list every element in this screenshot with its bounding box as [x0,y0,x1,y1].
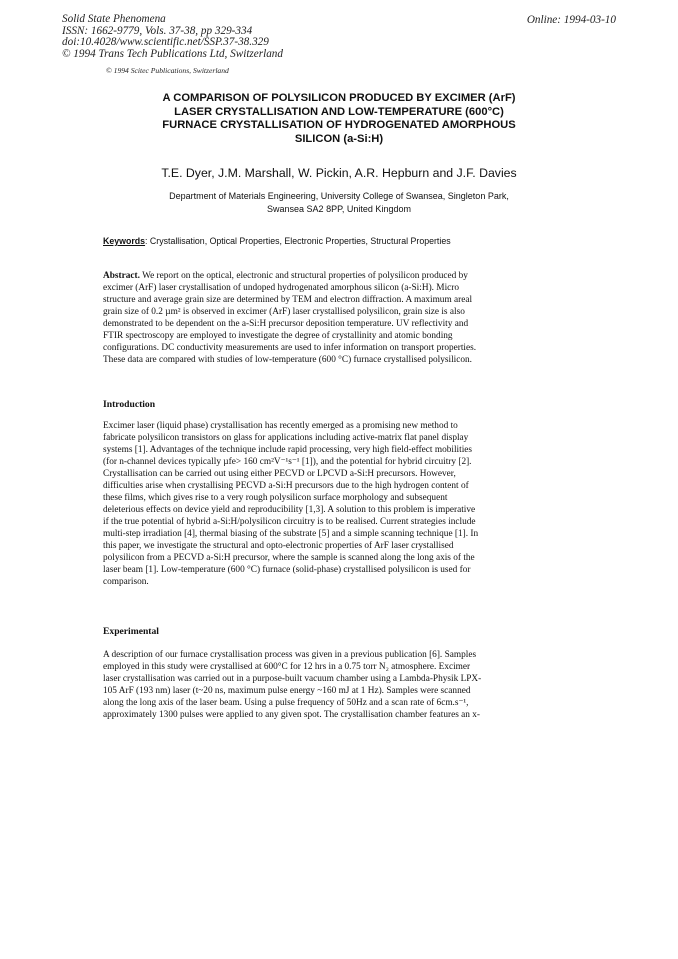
publisher-copyright: © 1994 Scitec Publications, Switzerland [106,66,229,75]
abstract-line: configurations. DC conductivity measurements are used to infer information on transport properties. [103,343,477,353]
abstract-line-text: We report on the optical, electronic and structural properties of polysilicon produced by [139,271,468,281]
journal-header [62,14,283,60]
paragraph-line: polysilicon from a PECVD a-Si:H precursor, where the sample is scanned along the long axis of the [103,553,475,563]
paragraph-line: A description of our furnace crystallisation process was given in a previous publication [6]. Samples [103,650,477,660]
paragraph-line: laser beam [1]. Low-temperature (600 °C) furnace (solid-phase) crystallised polysilicon is used for [103,565,471,575]
affiliation [0,190,678,216]
paragraph-line: these films, which gives rise to a very rough polysilicon surface morphology and subsequent [103,493,448,503]
abstract-line: structure and average grain size are determined by TEM and electron diffraction. A maximum areal [103,295,473,305]
paragraph-line: along the long axis of the laser beam. Using a pulse frequency of 50Hz and a scan rate of 6cm.s⁻¹, [103,698,469,708]
doi-line: doi:10.4028/www.scientific.net/SSP.37-38.329 [62,36,269,49]
paragraph-line: this paper, we investigate the structural and opto-electronic properties of ArF laser crystallised [103,541,454,551]
paragraph-line: fabricate polysilicon transistors on glass for applications including active-matrix flat panel display [103,433,469,443]
abstract [103,270,533,366]
paragraph-line: systems [1]. Advantages of the technique include rapid processing, very high field-effect mobilities [103,445,473,455]
paragraph-line: if the true potential of hybrid a-Si:H/polysilicon circuitry is to be realised. Current strategies include [103,517,476,527]
paragraph-line: Excimer laser (liquid phase) crystallisation has recently emerged as a promising new method to [103,421,458,431]
section-heading-experimental: Experimental [103,626,159,637]
online-date: Online: 1994-03-10 [526,14,616,26]
abstract-label: Abstract. [103,271,140,281]
introduction-body [103,420,533,588]
journal-name: Solid State Phenomena [62,13,166,25]
abstract-line: grain size of 0.2 µm² is observed in excimer (ArF) laser crystallised polysilicon, grain size is also [103,307,465,317]
abstract-line [103,270,533,282]
author-list: T.E. Dyer, J.M. Marshall, W. Pickin, A.R. Hepburn and J.F. Davies [161,166,517,180]
section-heading-introduction: Introduction [103,399,156,410]
abstract-line: These data are compared with studies of low-temperature (600 °C) furnace crystallised polysilicon. [103,355,473,365]
title-line: A COMPARISON OF POLYSILICON PRODUCED BY EXCIMER (ArF) [162,92,516,104]
abstract-line: excimer (ArF) laser crystallisation of undoped hydrogenated amorphous silicon (a-Si:H). Micro [103,283,460,293]
keywords [103,236,451,246]
paragraph-line: deleterious effects on device yield and reproducibility [1,3]. A solution to this problem is imperative [103,505,476,515]
paragraph-line: Crystallisation can be carried out using either PECVD or LPCVD a-Si:H precursors. However, [103,469,456,479]
title-line: FURNACE CRYSTALLISATION OF HYDROGENATED AMORPHOUS [162,119,516,132]
paragraph-line: employed in this study were crystallised at 600°C for 12 hrs in a 0.75 torr N₂ atmosphere. Excimer [103,662,471,672]
affiliation-line: Department of Materials Engineering, University College of Swansea, Singleton Park, [169,191,509,201]
paragraph-line: (for n-channel devices typically µfe> 160 cm²V⁻¹s⁻¹ [1]), and the potential for hybrid circuitry [2]. [103,457,472,467]
affiliation-line: Swansea SA2 8PP, United Kingdom [267,204,411,214]
paragraph-line: laser crystallisation was carried out in a purpose-built vacuum chamber using a Lambda-Physik LPX- [103,674,482,684]
keywords-label: Keywords [103,236,146,246]
keywords-text: : Crystallisation, Optical Properties, Electronic Properties, Structural Properties [145,236,451,246]
paragraph-line: comparison. [103,577,149,587]
issn-line: ISSN: 1662-9779, Vols. 37-38, pp 329-334 [62,24,253,37]
paragraph-line: multi-step irradiation [4], thermal biasing of the substrate [5] and a simple scanning technique [1]. In [103,529,479,539]
paragraph-line: difficulties arise when crystallising PECVD a-Si:H precursors due to the high hydrogen content of [103,481,469,491]
title-line: LASER CRYSTALLISATION AND LOW-TEMPERATURE (600°C) [174,105,504,118]
paragraph-line: approximately 1300 pulses were applied to any given spot. The crystallisation chamber features an x- [103,710,481,720]
abstract-line: demonstrated to be dependent on the a-Si:H precursor deposition temperature. UV reflectivity and [103,319,469,329]
experimental-body [103,649,533,721]
title-line: SILICON (a-Si:H) [294,132,384,145]
abstract-line: FTIR spectroscopy are employed to investigate the degree of crystallinity and atomic bonding [103,331,453,341]
paper-title [100,92,578,146]
copyright-line: © 1994 Trans Tech Publications Ltd, Switzerland [62,47,283,60]
paragraph-line: 105 ArF (193 nm) laser (t~20 ns, maximum pulse energy ~160 mJ at 1 Hz). Samples were scanned [103,686,471,696]
